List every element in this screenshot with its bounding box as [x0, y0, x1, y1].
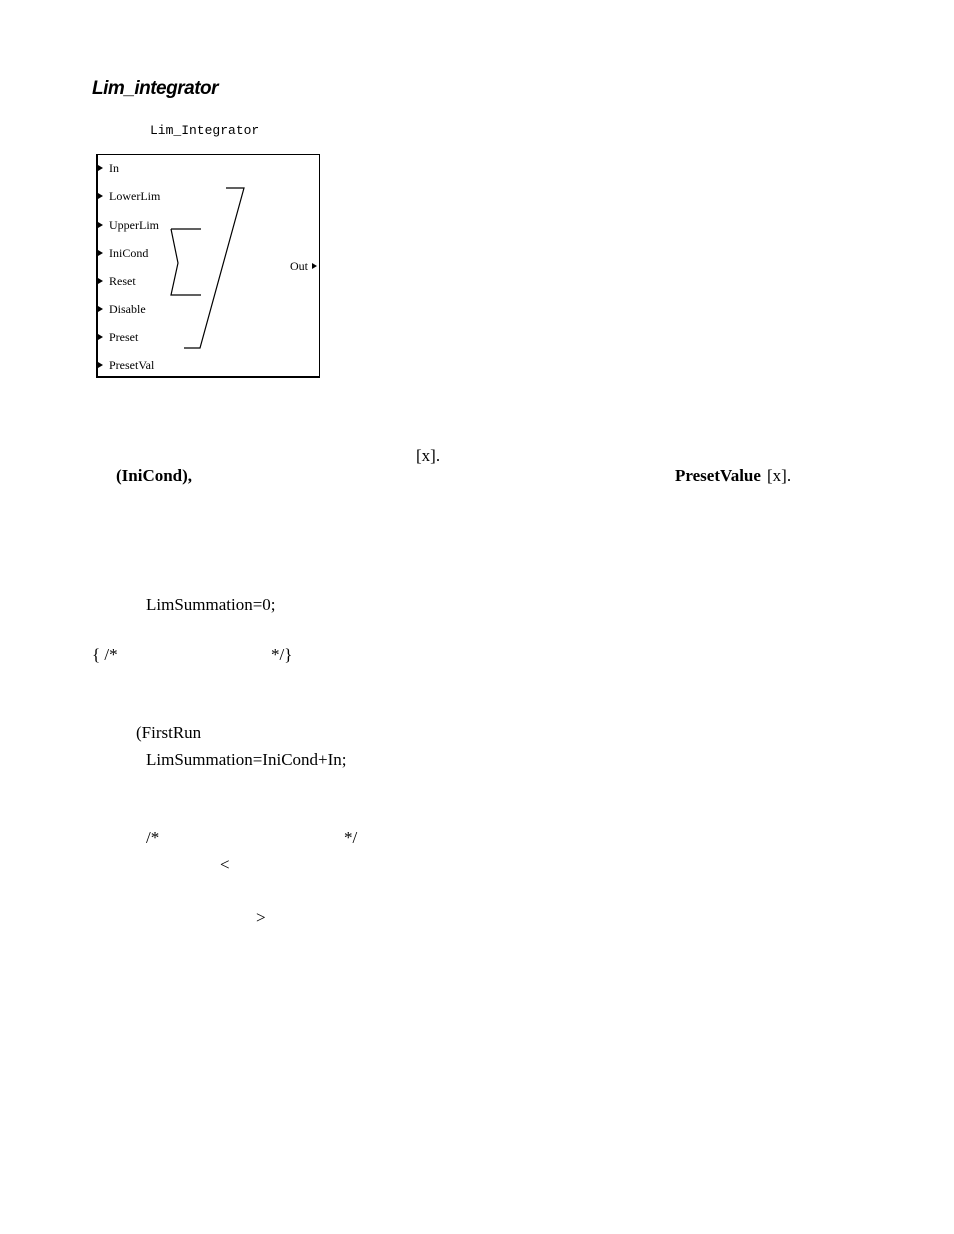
- port-label: IniCond: [109, 246, 149, 260]
- input-port-disable: [98, 302, 146, 317]
- input-port-inicond: [98, 246, 148, 261]
- text-presetvalue: PresetValue: [675, 466, 761, 485]
- output-port-out: [290, 259, 317, 274]
- text-inicond: (IniCond),: [116, 466, 193, 485]
- input-port-preset: [98, 330, 138, 345]
- code-limsummation-first: LimSummation=IniCond+In;: [146, 750, 347, 769]
- input-port-in: [98, 161, 119, 176]
- port-label: Disable: [109, 302, 146, 316]
- port-arrow-icon: [98, 250, 103, 256]
- input-port-presetval: [98, 358, 154, 373]
- port-arrow-icon: [98, 306, 103, 312]
- port-label: In: [109, 161, 119, 175]
- code-brace-comment-open: { /*: [92, 645, 118, 664]
- input-port-reset: [98, 274, 136, 289]
- text-x-ref-2: [x].: [767, 466, 792, 485]
- port-arrow-icon: [98, 193, 103, 199]
- port-arrow-icon: [98, 362, 103, 368]
- code-comment-open: /*: [146, 828, 160, 847]
- code-greater-than: >: [256, 908, 266, 927]
- input-port-lowerlim: [98, 189, 160, 204]
- code-comment-close: */: [344, 828, 358, 847]
- input-port-upperlim: [98, 218, 159, 233]
- port-label: Preset: [109, 330, 139, 344]
- section-heading: Lim_integrator: [92, 78, 219, 99]
- code-less-than: <: [220, 855, 230, 874]
- port-label: Out: [290, 259, 308, 273]
- port-label: LowerLim: [109, 189, 161, 203]
- block-title: Lim_Integrator: [150, 123, 260, 138]
- port-label: Reset: [109, 274, 136, 288]
- port-arrow-icon: [98, 334, 103, 340]
- port-arrow-icon: [98, 222, 103, 228]
- port-arrow-icon: [98, 278, 103, 284]
- port-label: UpperLim: [109, 218, 159, 232]
- code-firstrun: (FirstRun: [136, 723, 202, 742]
- port-arrow-icon: [312, 263, 317, 269]
- port-arrow-icon: [98, 165, 103, 171]
- lim-integrator-block: [96, 154, 320, 378]
- code-limsummation-init: LimSummation=0;: [146, 595, 276, 614]
- text-x-ref-1: [x].: [416, 446, 441, 465]
- port-label: PresetVal: [109, 358, 155, 372]
- code-brace-comment-close: */}: [271, 645, 293, 664]
